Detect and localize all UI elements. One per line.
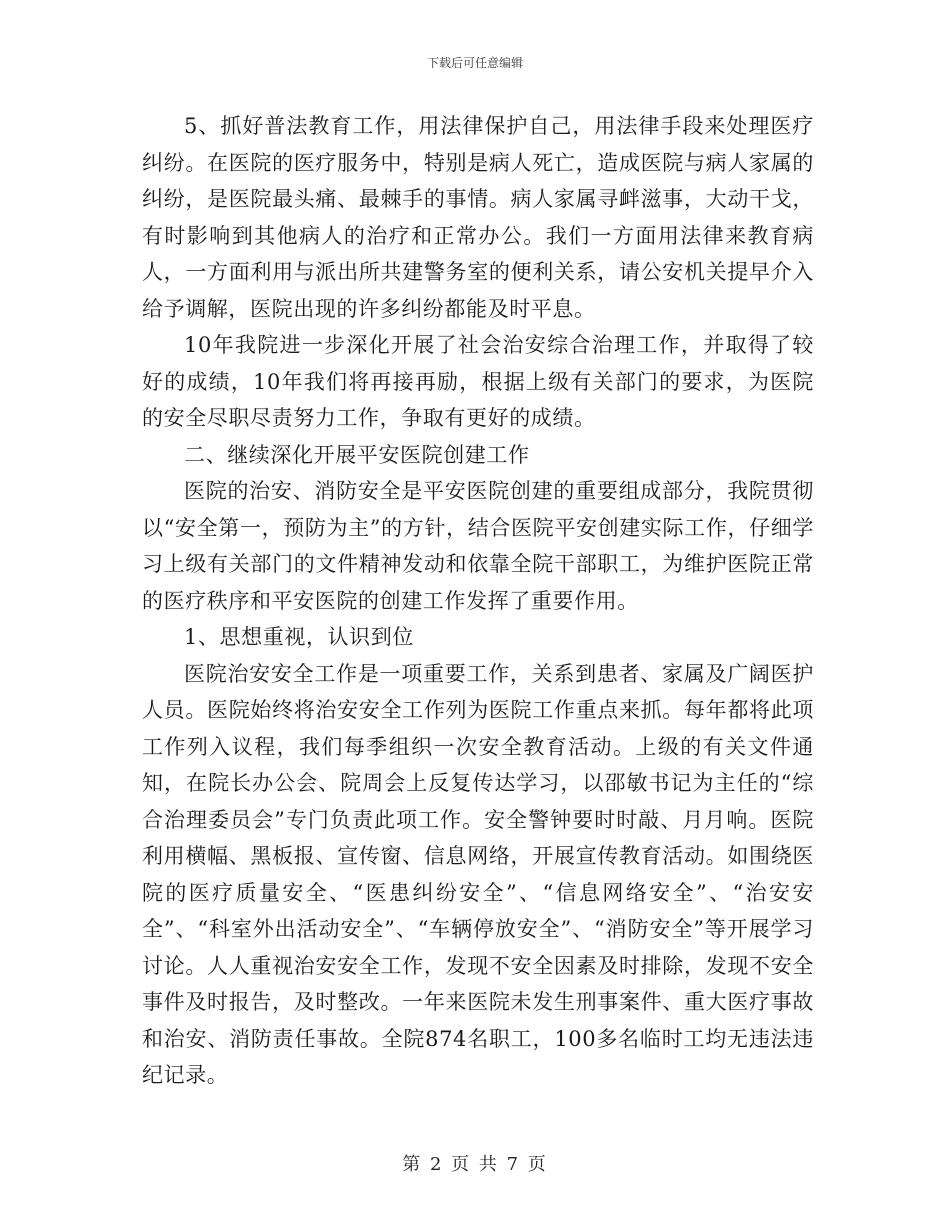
header-note: 下载后可任意编辑 (426, 56, 523, 70)
page-number: 第 2 页 共 7 页 (402, 1154, 548, 1175)
paragraph-summary: 10年我院进一步深化开展了社会治安综合治理工作，并取得了较好的成绩，10年我们将再接再励，根据上级有关部门的要求，为医院的安全尽职尽责努力工作，争取有更好的成绩。 (142, 333, 814, 430)
document-body (142, 108, 814, 1094)
section-heading-safe-hospital: 二、继续深化开展平安医院创建工作 (184, 442, 530, 467)
paragraph-security-overview: 医院的治安、消防安全是平安医院创建的重要组成部分，我院贯彻以“安全第一，预防为主”的方针，结合医院平安创建实际工作，仔细学习上级有关部门的文件精神发动和依靠全院干部职工，为维护医院正常的医疗秩序和平安医院的创建工作发挥了重要作用。 (142, 479, 814, 613)
paragraph-security-work: 医院治安安全工作是一项重要工作，关系到患者、家属及广阔医护人员。医院始终将治安安全工作列为医院工作重点来抓。每年都将此项工作列入议程，我们每季组织一次安全教育活动。上级的有关文件通知，在院长办公会、院周会上反复传达学习，以邵敏书记为主任的“综合治理委员会”专门负责此项工作。安全警钟要时时敲、月月响。医院利用横幅、黑板报、宣传窗、信息网络，开展宣传教育活动。如围绕医院的医疗质量安全、“医患纠纷安全”、“信息网络安全”、“治安安全”、“科室外出活动安全”、“车辆停放安全”、“消防安全”等开展学习讨论。人人重视治安安全工作，发现不安全因素及时排除，发现不安全事件及时报告，及时整改。一年来医院未发生刑事案件、重大医疗事故和治安、消防责任事故。全院874名职工，100多名临时工均无违法违纪记录。 (142, 661, 814, 1087)
paragraph-legal-education: 5、抓好普法教育工作，用法律保护自己，用法律手段来处理医疗纠纷。在医院的医疗服务中，特别是病人死亡，造成医院与病人家属的纠纷，是医院最头痛、最棘手的事情。病人家属寻衅滋事，大动干戈，有时影响到其他病人的治疗和正常办公。我们一方面用法律来教育病人，一方面利用与派出所共建警务室的便利关系，请公安机关提早介入给予调解，医院出现的许多纠纷都能及时平息。 (142, 114, 814, 321)
subheading-awareness: 1、思想重视，认识到位 (184, 625, 414, 649)
